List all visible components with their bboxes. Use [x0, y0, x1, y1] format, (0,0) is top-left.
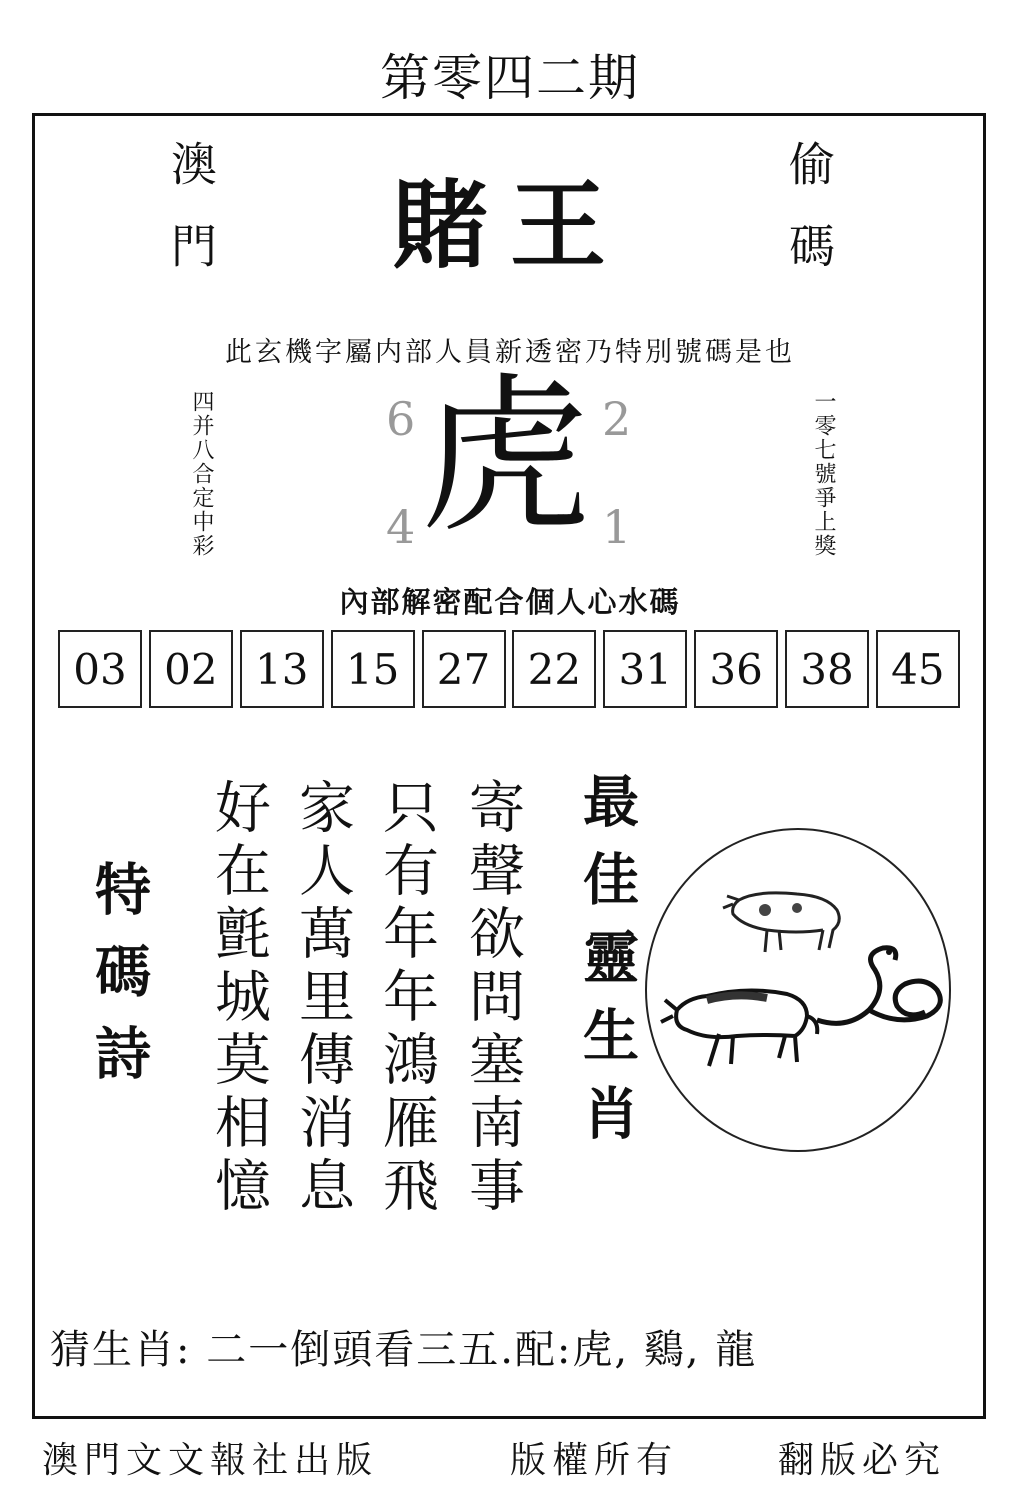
footer-publisher: 澳門文文報社出版 — [42, 1440, 379, 1481]
digit-top-left: 6 — [386, 392, 416, 446]
snake-icon — [817, 948, 940, 1024]
poem-line-2: 只有年年鴻雁飛 — [374, 778, 439, 1219]
guess-line: 猜生肖: 二一倒頭看三五.配:虎, 鷄, 龍 — [50, 1327, 758, 1373]
number-box: 36 — [694, 630, 778, 708]
page-frame — [32, 113, 986, 1419]
number-box: 27 — [422, 630, 506, 708]
digit-top-right: 2 — [602, 392, 632, 446]
page-title: 賭王 — [392, 170, 628, 282]
center-character: 虎 — [420, 358, 591, 556]
number-box: 13 — [240, 630, 324, 708]
number-box: 03 — [58, 630, 142, 708]
left-note: 四并八合定中彩 — [189, 390, 214, 558]
issue-number: 第零四二期 — [380, 49, 640, 107]
poem-line-1: 寄聲欲問塞南事 — [460, 778, 525, 1219]
zodiac-illustration — [645, 828, 951, 1152]
digit-bottom-right: 1 — [602, 500, 632, 554]
ox-icon — [661, 990, 817, 1066]
zodiac-title: 最佳靈生肖 — [574, 772, 639, 1162]
number-box: 45 — [876, 630, 960, 708]
digit-bottom-left: 4 — [386, 500, 416, 554]
subtitle: 此玄機字屬内部人員新透密乃特別號碼是也 — [225, 337, 795, 368]
footer-rights: 版權所有 — [510, 1440, 679, 1481]
number-box: 22 — [512, 630, 596, 708]
number-box: 38 — [785, 630, 869, 708]
right-note: 一零七號爭上獎 — [811, 390, 836, 558]
side-label-right: 偷碼 — [782, 140, 836, 304]
number-box: 02 — [149, 630, 233, 708]
ox-icon — [723, 893, 839, 952]
decode-line: 內部解密配合個人心水碼 — [339, 585, 681, 619]
poem-title: 特碼詩 — [86, 860, 151, 1106]
number-row — [58, 630, 960, 712]
poem-line-4: 好在氈城莫相憶 — [206, 778, 271, 1219]
side-label-left: 澳門 — [164, 140, 218, 304]
number-box: 31 — [603, 630, 687, 708]
poem-line-3: 家人萬里傳消息 — [290, 778, 355, 1219]
footer-warning: 翻版必究 — [778, 1440, 947, 1481]
number-box: 15 — [331, 630, 415, 708]
